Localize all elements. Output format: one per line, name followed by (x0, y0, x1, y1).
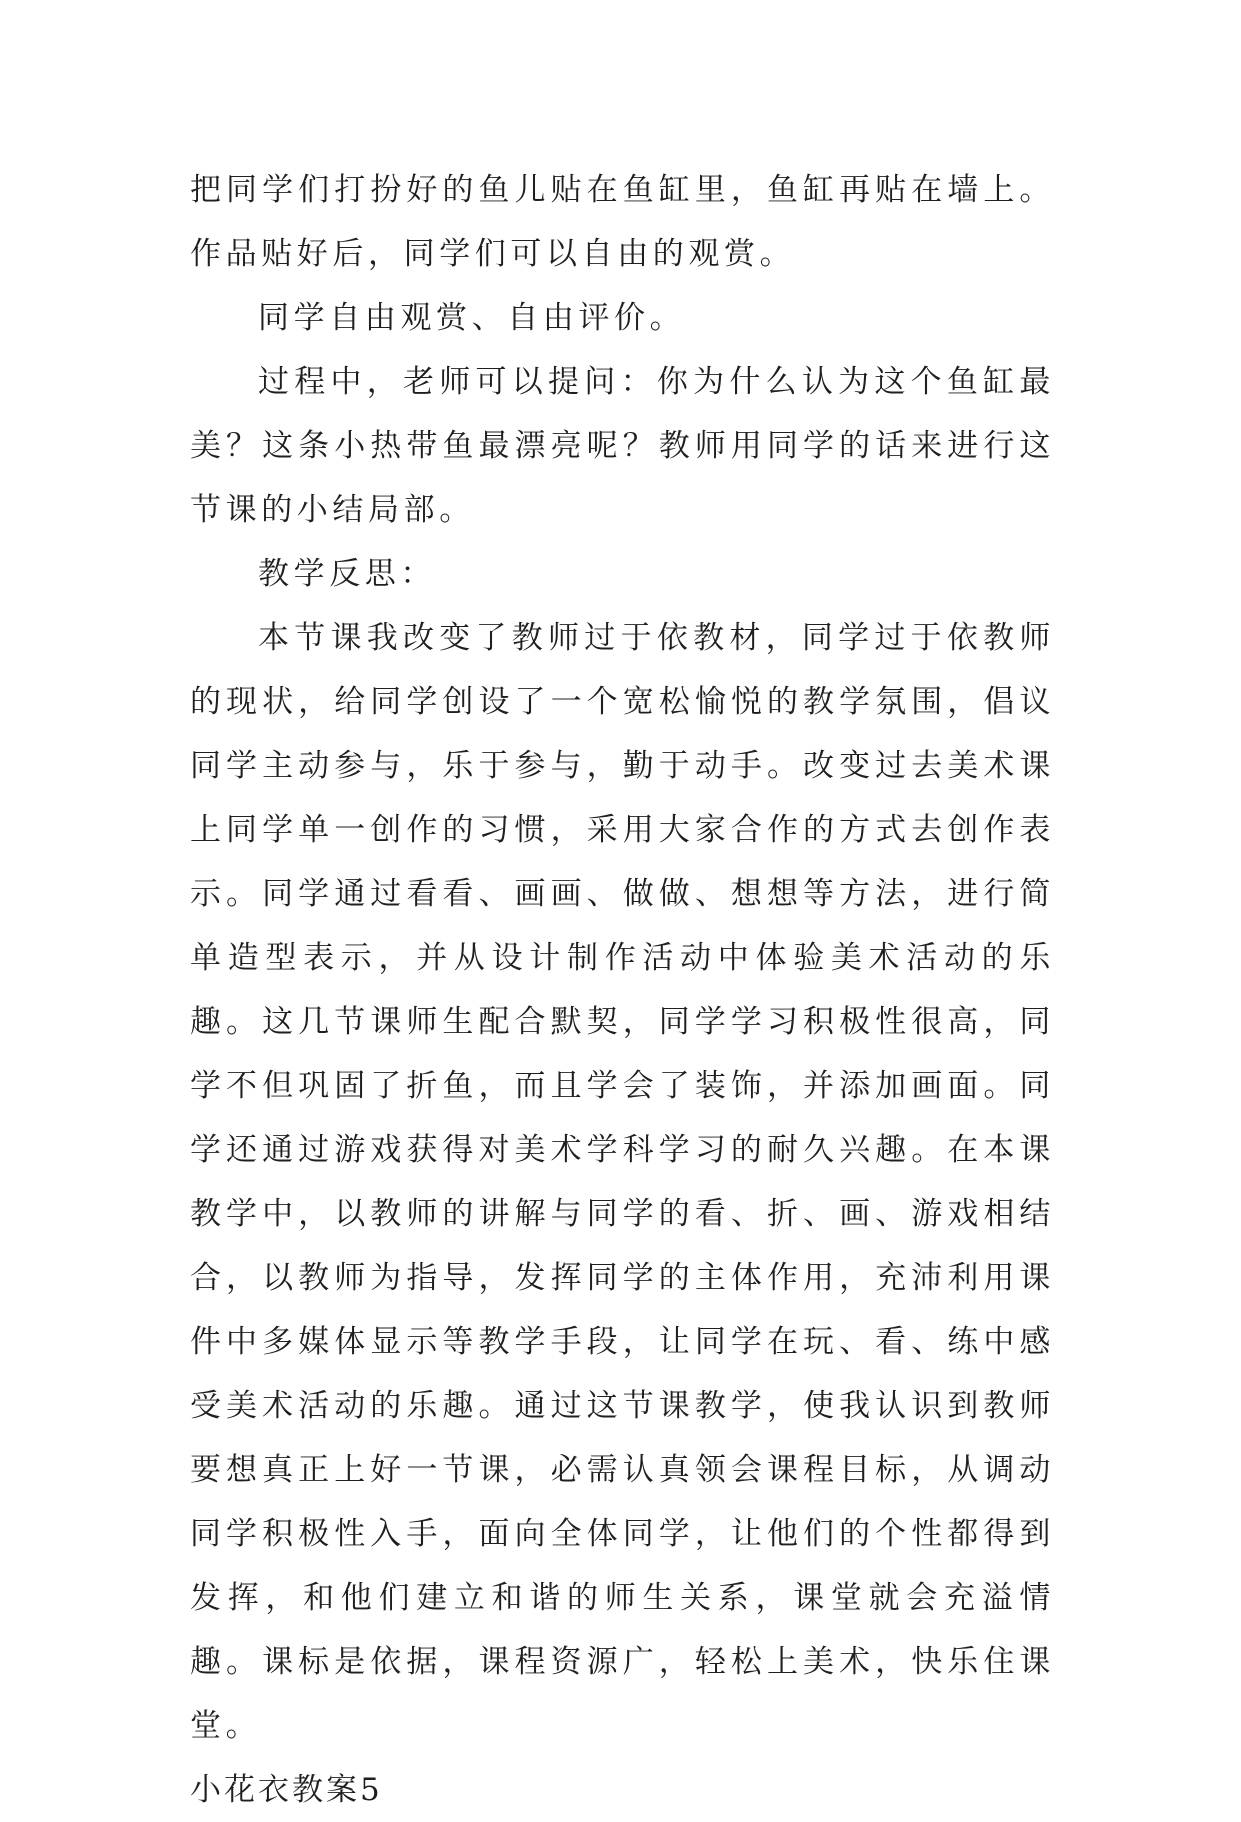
paragraph-display-fish: 把同学们打扮好的鱼儿贴在鱼缸里，鱼缸再贴在墙上。作品贴好后，同学们可以自由的观赏。 (190, 172, 1055, 272)
document-body (190, 158, 1055, 1822)
paragraph-reflection-label: 教学反思： (258, 556, 436, 592)
paragraph-reflection-body: 本节课我改变了教师过于依教材，同学过于依教师的现状，给同学创设了一个宽松愉悦的教学氛围，倡议同学主动参与，乐于参与，勤于动手。改变过去美术课上同学单一创作的习惯，采用大家合作的方式去创作表示。同学通过看看、画画、做做、想想等方法，进行简单造型表示，并从设计制作活动中体验美术活动的乐趣。这几节课师生配合默契，同学学习积极性很高，同学不但巩固了折鱼，而且学会了装饰，并添加画面。同学还通过游戏获得对美术学科学习的耐久兴趣。在本课教学中，以教师的讲解与同学的看、折、画、游戏相结合，以教师为指导，发挥同学的主体作用，充沛利用课件中多媒体显示等教学手段，让同学在玩、看、练中感受美术活动的乐趣。通过这节课教学，使我认识到教师要想真正上好一节课，必需认真领会课程目标，从调动同学积极性入手，面向全体同学，让他们的个性都得到发挥，和他们建立和谐的师生关系，课堂就会充溢情趣。课标是依据，课程资源广，轻松上美术，快乐住课堂。 (190, 620, 1055, 1744)
paragraph-free-viewing: 同学自由观赏、自由评价。 (258, 300, 686, 336)
section-heading: 小花衣教案5 (190, 1772, 383, 1808)
paragraph-teacher-questions: 过程中，老师可以提问：你为什么认为这个鱼缸最美？这条小热带鱼最漂亮呢？教师用同学的话来进行这节课的小结局部。 (190, 364, 1055, 528)
